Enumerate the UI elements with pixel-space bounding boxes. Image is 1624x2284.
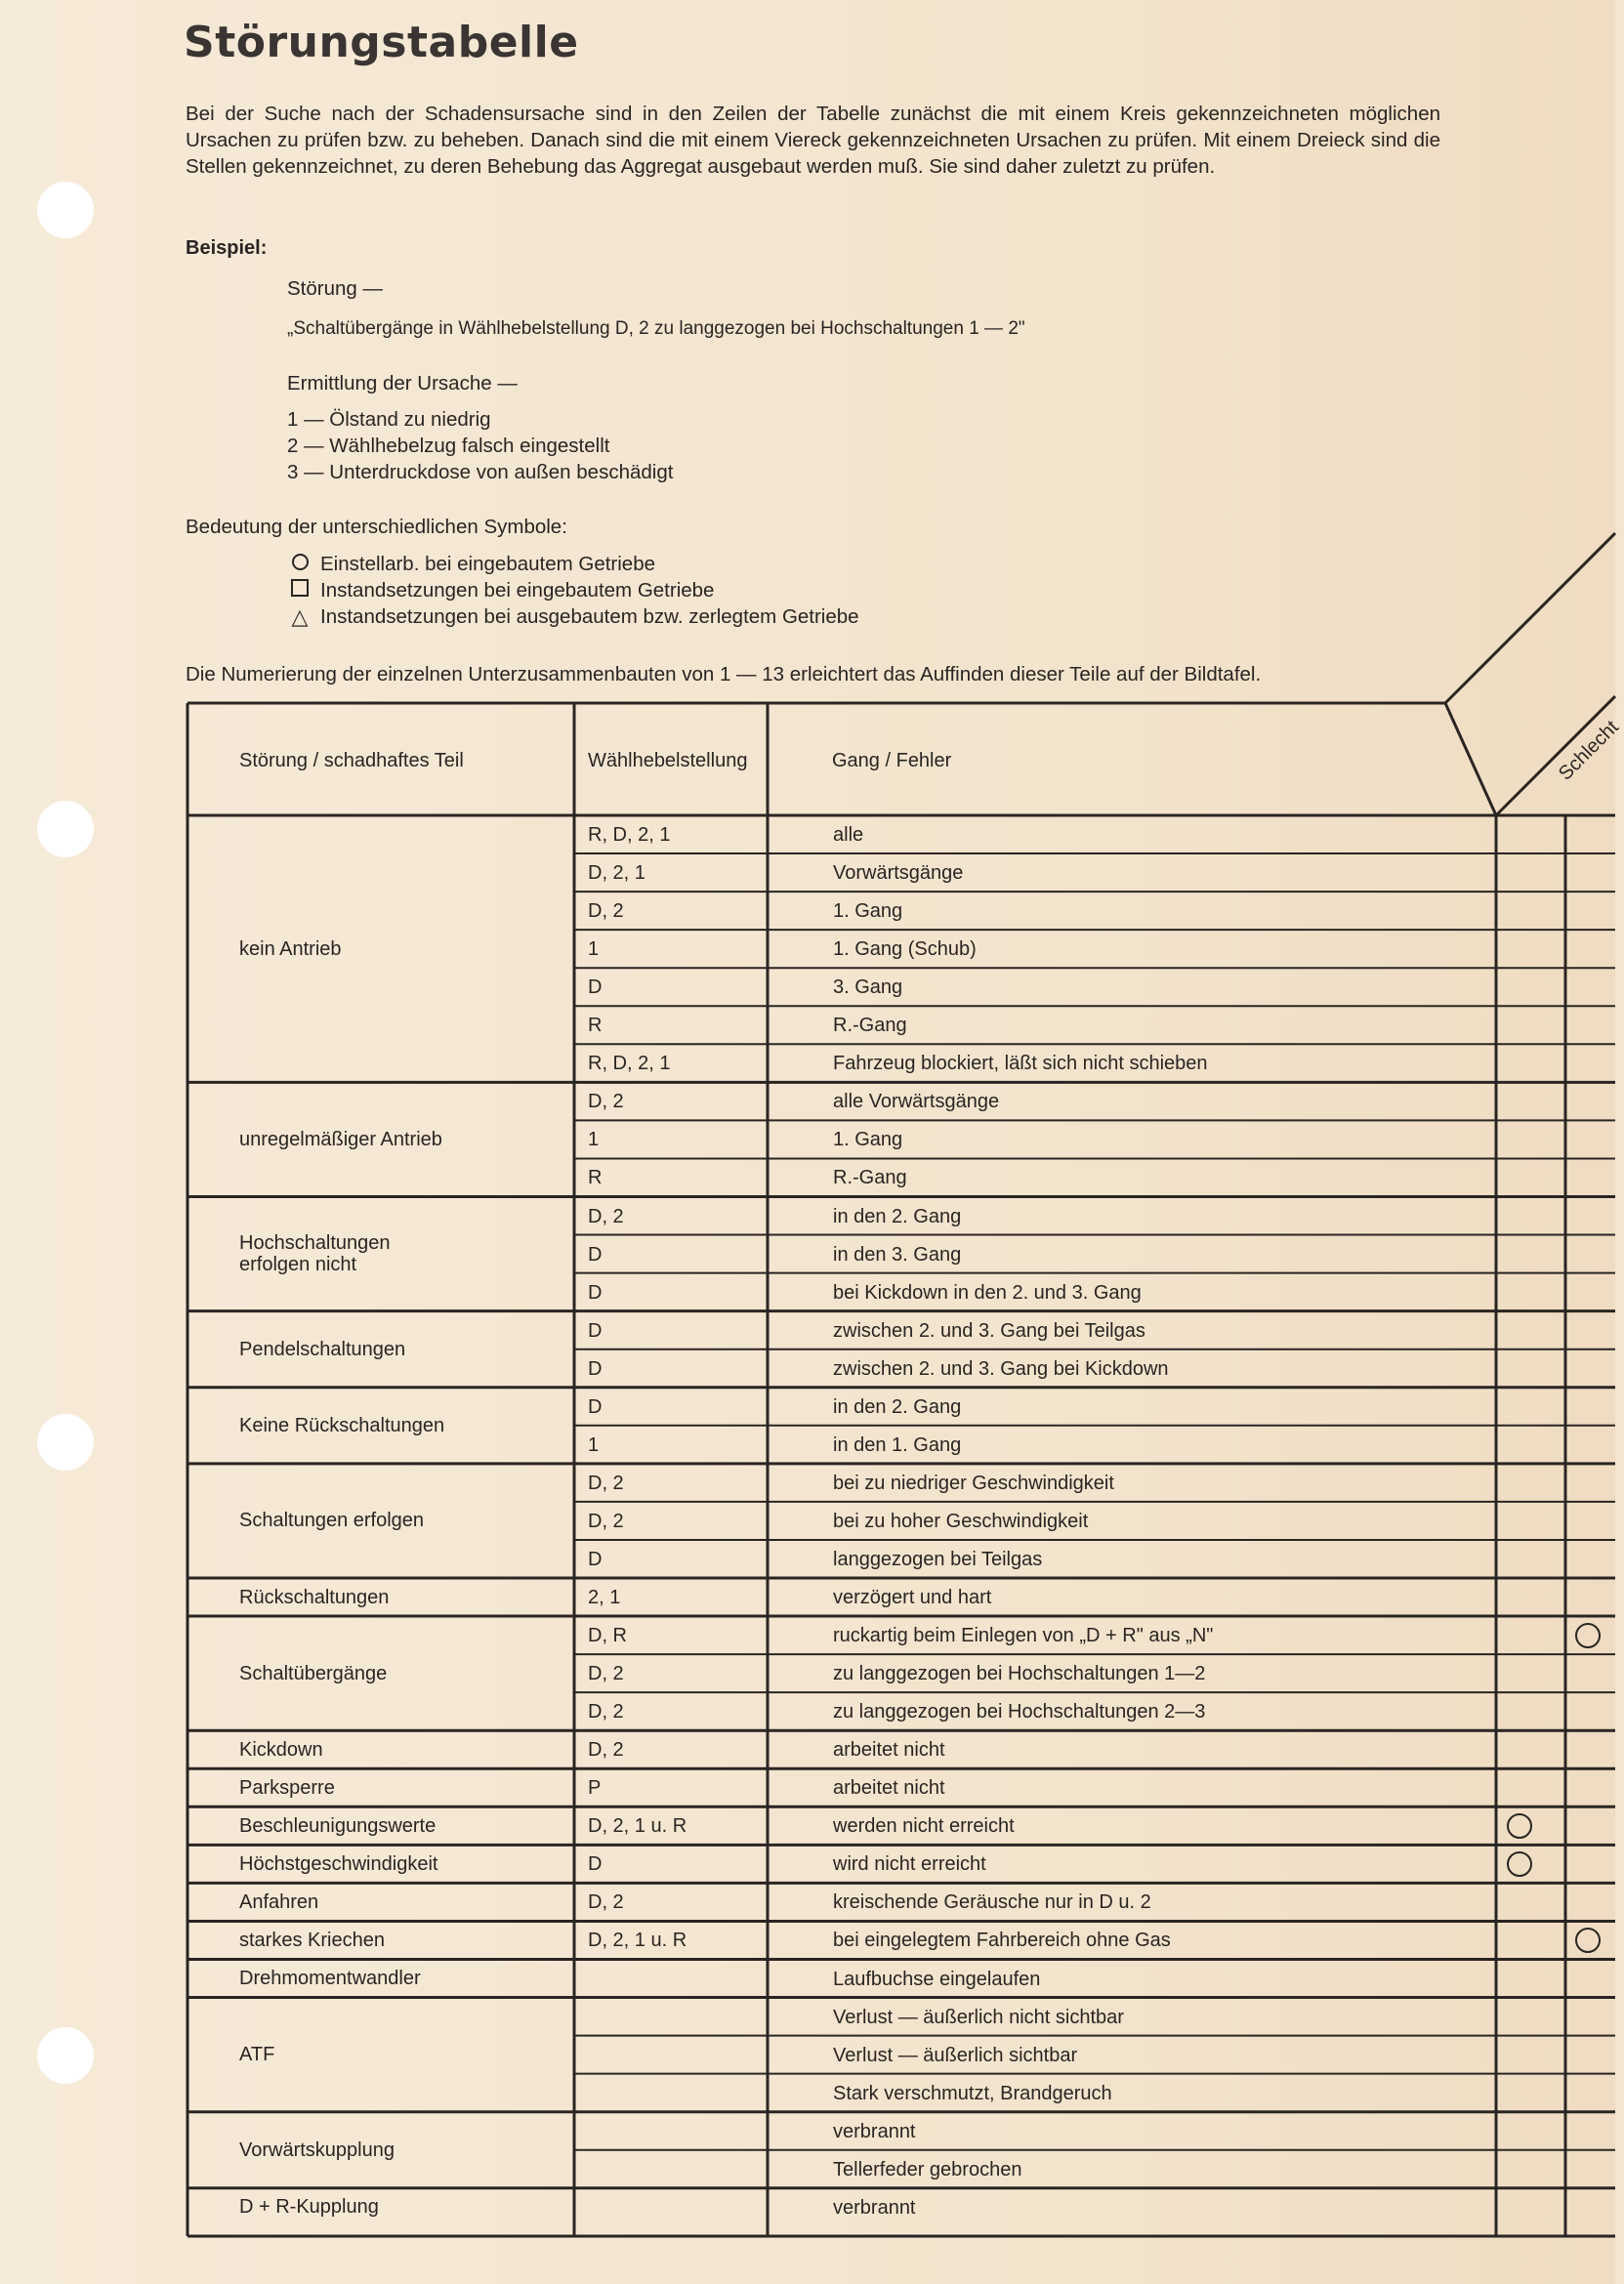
triangle-icon: △ bbox=[291, 604, 309, 629]
symbols-label: Bedeutung der unterschiedlichen Symbole: bbox=[186, 516, 567, 538]
row-stellung: D bbox=[588, 1853, 603, 1876]
row-stellung: D bbox=[588, 1395, 603, 1418]
row-stellung: R bbox=[588, 1167, 603, 1189]
row-fehler: kreischende Geräusche nur in D u. 2 bbox=[833, 1891, 1151, 1914]
row-fehler: Vorwärtsgänge bbox=[833, 862, 964, 885]
row-stellung: 2, 1 bbox=[588, 1587, 621, 1608]
row-stellung: 1 bbox=[588, 1433, 600, 1456]
row-stellung: D, 2 bbox=[588, 1739, 624, 1762]
row-fehler: Tellerfeder gebrochen bbox=[833, 2158, 1022, 2180]
row-fehler: bei zu hoher Geschwindigkeit bbox=[833, 1510, 1089, 1532]
group-label: starkes Kriechen bbox=[239, 1929, 385, 1951]
row-fehler: 1. Gang bbox=[833, 1129, 903, 1151]
row-stellung: D, 2 bbox=[588, 1891, 624, 1914]
row-stellung: D, 2 bbox=[588, 900, 624, 923]
example-ermittlung-label: Ermittlung der Ursache — bbox=[287, 372, 518, 395]
row-fehler: langgezogen bei Teilgas bbox=[833, 1548, 1043, 1570]
row-stellung: P bbox=[588, 1777, 602, 1800]
row-stellung: D bbox=[588, 1243, 603, 1266]
row-fehler: zwischen 2. und 3. Gang bei Kickdown bbox=[833, 1357, 1169, 1380]
row-stellung: D, 2 bbox=[588, 1472, 624, 1494]
row-fehler: Fahrzeug blockiert, läßt sich nicht schieben bbox=[833, 1053, 1208, 1075]
row-stellung: D bbox=[588, 1319, 603, 1342]
row-stellung: D bbox=[588, 1548, 603, 1570]
row-stellung: R, D, 2, 1 bbox=[588, 1053, 671, 1075]
row-fehler: werden nicht erreicht bbox=[833, 1815, 1015, 1838]
group-label: ATF bbox=[239, 2044, 275, 2066]
row-fehler: R.-Gang bbox=[833, 1015, 907, 1037]
row-fehler: in den 3. Gang bbox=[833, 1243, 962, 1266]
row-fehler: arbeitet nicht bbox=[833, 1777, 945, 1800]
example-cause: 2 — Wählhebelzug falsch eingestellt bbox=[287, 435, 610, 457]
row-fehler: R.-Gang bbox=[833, 1167, 907, 1189]
row-fehler: ruckartig beim Einlegen von „D + R" aus „N" bbox=[833, 1625, 1214, 1647]
header-teil: Störung / schadhaftes Teil bbox=[239, 750, 464, 771]
group-label: Drehmomentwandler bbox=[239, 1968, 421, 1990]
numbering-note: Die Numerierung der einzelnen Unterzusammenbauten von 1 — 13 erleichtert das Auffinden dieser Teile auf der Bildtafel. bbox=[186, 663, 1262, 685]
row-stellung: D bbox=[588, 976, 603, 999]
row-fehler: Verlust — äußerlich nicht sichtbar bbox=[833, 2006, 1124, 2028]
row-fehler: 3. Gang bbox=[833, 976, 903, 999]
row-fehler: bei eingelegtem Fahrbereich ohne Gas bbox=[833, 1930, 1171, 1952]
group-label: Vorwärtskupplung bbox=[239, 2139, 395, 2161]
header-fehler: Gang / Fehler bbox=[832, 750, 952, 771]
row-fehler: 1. Gang bbox=[833, 900, 903, 923]
row-stellung: D, 2 bbox=[588, 1701, 624, 1723]
intro-paragraph: Bei der Suche nach der Schadensursache sind in den Zeilen der Tabelle zunächst die mit einem Kreis gekennzeichneten möglichen Ursachen zu prüfen bzw. zu beheben. Danach sind die mit einem Viereck gekennzeichneten Ursachen zu prüfen. Mit einem Dreieck sind die Stellen gekennzeichnet, zu deren Behebung das Aggregat ausgebaut werden muß. Sie sind daher zuletzt zu prüfen. bbox=[186, 103, 1440, 178]
example-cause: 1 — Ölstand zu niedrig bbox=[287, 408, 491, 431]
row-stellung: D, 2 bbox=[588, 1663, 624, 1685]
group-label: Keine Rückschaltungen bbox=[239, 1414, 445, 1436]
row-fehler: arbeitet nicht bbox=[833, 1739, 945, 1762]
group-label: Höchstgeschwindigkeit bbox=[239, 1852, 438, 1875]
group-label: Anfahren bbox=[239, 1890, 319, 1913]
header-stellung: Wählhebelstellung bbox=[588, 750, 748, 771]
row-stellung: D, 2, 1 u. R bbox=[588, 1930, 687, 1952]
row-fehler: zu langgezogen bei Hochschaltungen 1—2 bbox=[833, 1663, 1206, 1685]
row-stellung: D, 2 bbox=[588, 1510, 624, 1532]
row-fehler: in den 2. Gang bbox=[833, 1395, 962, 1418]
row-fehler: verzögert und hart bbox=[833, 1587, 992, 1608]
row-stellung: 1 bbox=[588, 938, 600, 961]
example-cause: 3 — Unterdruckdose von außen beschädigt bbox=[287, 461, 674, 483]
group-label: Schaltübergänge bbox=[239, 1662, 388, 1684]
row-fehler: Verlust — äußerlich sichtbar bbox=[833, 2044, 1078, 2066]
row-stellung: D, R bbox=[588, 1625, 627, 1647]
row-fehler: alle Vorwärtsgänge bbox=[833, 1091, 1000, 1113]
row-fehler: in den 1. Gang bbox=[833, 1433, 962, 1456]
group-label: D + R-Kupplung bbox=[239, 2196, 379, 2219]
row-stellung: D bbox=[588, 1281, 603, 1304]
row-stellung: R bbox=[588, 1015, 603, 1037]
example-stoerung-label: Störung — bbox=[287, 277, 383, 300]
row-stellung: 1 bbox=[588, 1129, 600, 1151]
row-fehler: zu langgezogen bei Hochschaltungen 2—3 bbox=[833, 1701, 1206, 1723]
row-fehler: zwischen 2. und 3. Gang bei Teilgas bbox=[833, 1319, 1145, 1342]
group-label: kein Antrieb bbox=[239, 937, 342, 960]
row-stellung: D, 2 bbox=[588, 1205, 624, 1227]
page-title: Störungstabelle bbox=[184, 18, 579, 67]
row-stellung: D bbox=[588, 1357, 603, 1380]
row-fehler: verbrannt bbox=[833, 2120, 916, 2142]
group-label: Schaltungen erfolgen bbox=[239, 1510, 425, 1532]
header-diagonal: Schlecht bbox=[1555, 716, 1623, 785]
row-fehler: bei Kickdown in den 2. und 3. Gang bbox=[833, 1281, 1142, 1304]
group-label: Hochschaltungen erfolgen nicht bbox=[239, 1232, 391, 1276]
group-label: Parksperre bbox=[239, 1776, 335, 1799]
row-fehler: in den 2. Gang bbox=[833, 1205, 962, 1227]
row-stellung: D, 2 bbox=[588, 1091, 624, 1113]
example-stoerung-text: „Schaltübergänge in Wählhebelstellung D, 2 zu langgezogen bei Hochschaltungen 1 — 2" bbox=[287, 318, 1025, 339]
row-fehler: 1. Gang (Schub) bbox=[833, 938, 977, 961]
group-label: Rückschaltungen bbox=[239, 1586, 390, 1608]
symbol-legend-text: Instandsetzungen bei ausgebautem bzw. zerlegtem Getriebe bbox=[320, 605, 859, 628]
row-fehler: verbrannt bbox=[833, 2196, 916, 2219]
group-label: Pendelschaltungen bbox=[239, 1338, 406, 1360]
row-fehler: alle bbox=[833, 824, 864, 846]
group-label: Beschleunigungswerte bbox=[239, 1814, 437, 1837]
symbol-legend-text: Einstellarb. bei eingebautem Getriebe bbox=[320, 553, 656, 575]
row-fehler: Stark verschmutzt, Brandgeruch bbox=[833, 2082, 1112, 2104]
row-fehler: wird nicht erreicht bbox=[833, 1853, 986, 1876]
row-fehler: Laufbuchse eingelaufen bbox=[833, 1968, 1041, 1990]
circle-mark-icon bbox=[1575, 1623, 1601, 1648]
row-stellung: D, 2, 1 bbox=[588, 862, 645, 885]
example-label: Beispiel: bbox=[186, 237, 268, 259]
row-fehler: bei zu niedriger Geschwindigkeit bbox=[833, 1472, 1114, 1494]
group-label: Kickdown bbox=[239, 1738, 323, 1761]
row-stellung: D, 2, 1 u. R bbox=[588, 1815, 687, 1838]
symbol-legend-text: Instandsetzungen bei eingebautem Getriebe bbox=[320, 579, 715, 602]
row-stellung: R, D, 2, 1 bbox=[588, 824, 671, 846]
group-label: unregelmäßiger Antrieb bbox=[239, 1128, 442, 1150]
